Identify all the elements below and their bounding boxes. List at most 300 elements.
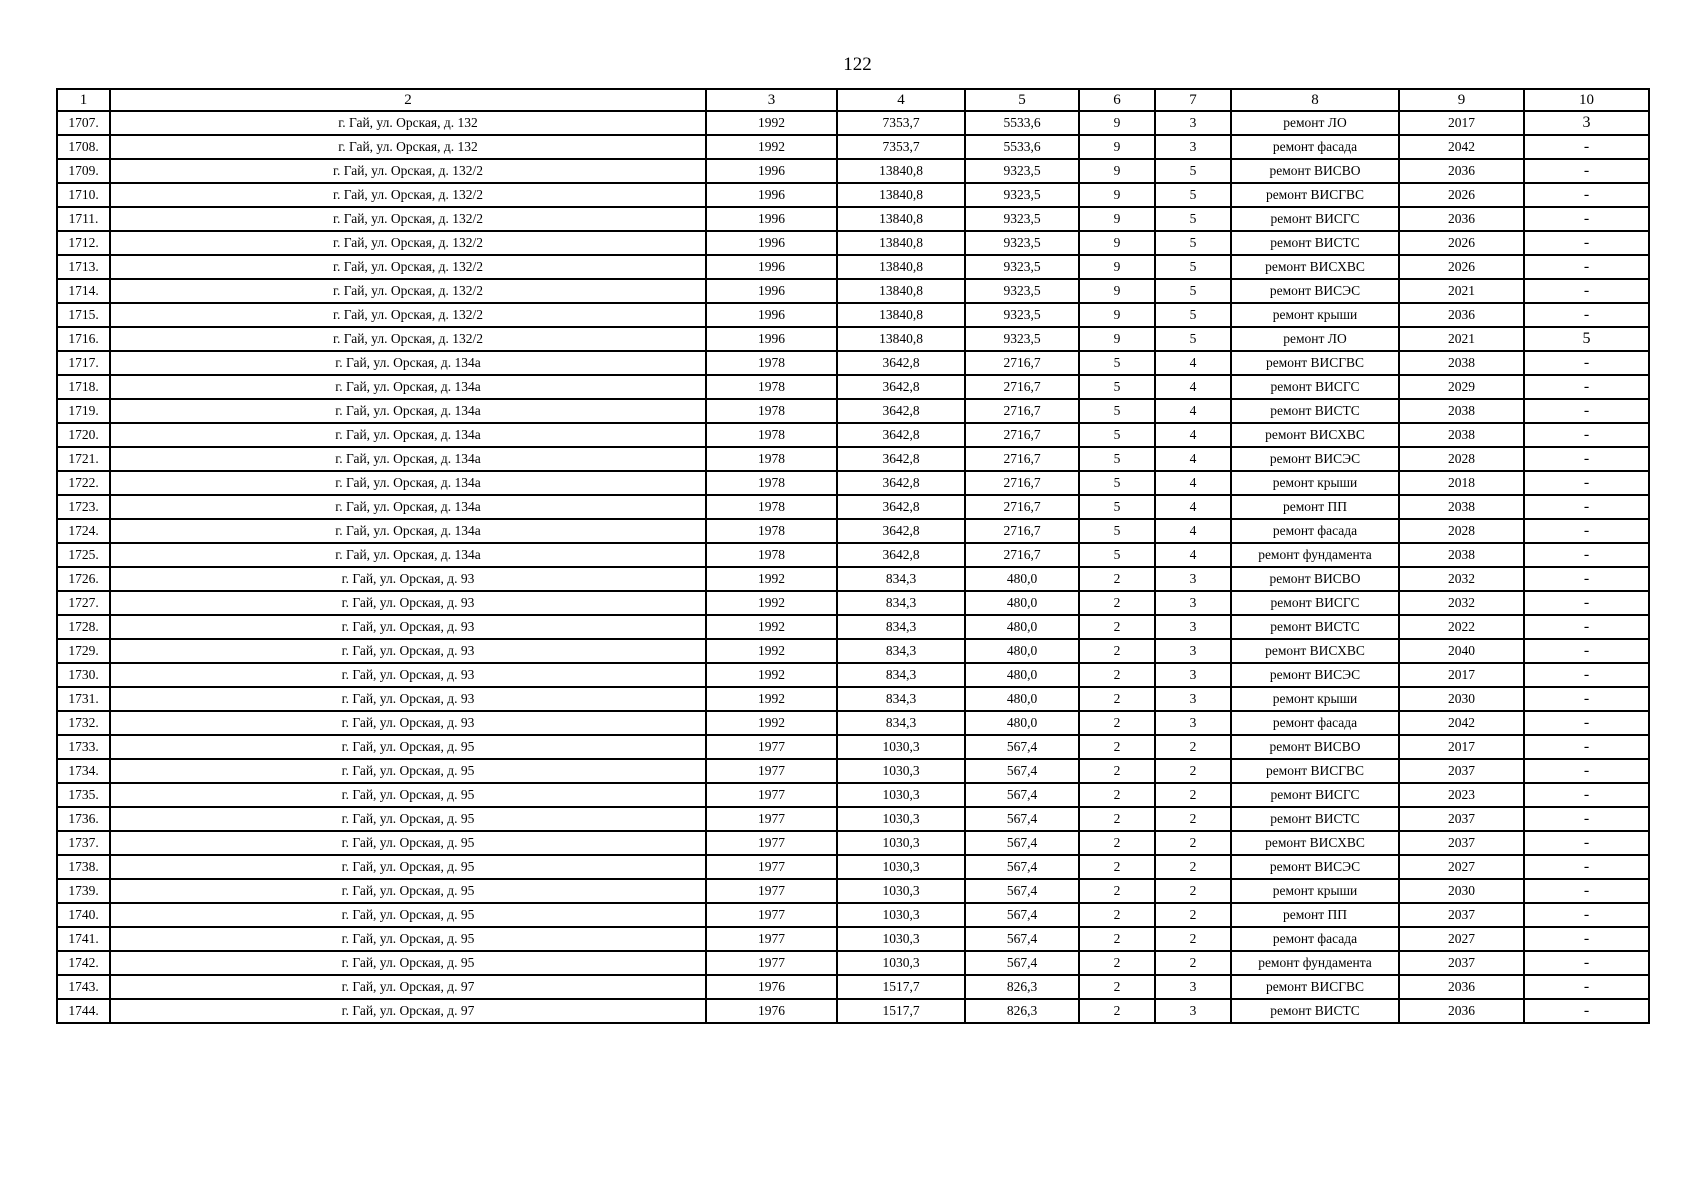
table-row [57,663,1649,687]
planned-year-cell: 2038 [1399,351,1524,375]
year-built-cell: 1992 [706,111,837,135]
work-type-cell: ремонт ВИСГС [1231,591,1399,615]
planned-year-cell: 2037 [1399,951,1524,975]
work-type-cell: ремонт ЛО [1231,111,1399,135]
work-type-cell: ремонт ВИСХВС [1231,423,1399,447]
position-number-cell: - [1524,519,1649,543]
total-area-cell: 834,3 [837,687,965,711]
row-number-cell: 1729. [57,639,110,663]
position-number-cell: - [1524,783,1649,807]
row-number-cell: 1707. [57,111,110,135]
table-row [57,519,1649,543]
table-row [57,375,1649,399]
floors-cell: 2 [1079,975,1155,999]
position-number-cell: - [1524,759,1649,783]
living-area-cell: 567,4 [965,879,1079,903]
total-area-cell: 13840,8 [837,303,965,327]
entrances-cell: 4 [1155,495,1231,519]
column-header-8: 8 [1231,89,1399,111]
planned-year-cell: 2042 [1399,711,1524,735]
entrances-cell: 4 [1155,351,1231,375]
position-number-cell: - [1524,639,1649,663]
address-cell: г. Гай, ул. Орская, д. 95 [110,807,706,831]
work-type-cell: ремонт ВИСВО [1231,159,1399,183]
table-row [57,639,1649,663]
year-built-cell: 1977 [706,831,837,855]
address-cell: г. Гай, ул. Орская, д. 134а [110,375,706,399]
entrances-cell: 5 [1155,159,1231,183]
year-built-cell: 1978 [706,447,837,471]
address-cell: г. Гай, ул. Орская, д. 93 [110,687,706,711]
floors-cell: 5 [1079,399,1155,423]
work-type-cell: ремонт фасада [1231,927,1399,951]
position-number-cell: - [1524,279,1649,303]
address-cell: г. Гай, ул. Орская, д. 132/2 [110,327,706,351]
address-cell: г. Гай, ул. Орская, д. 93 [110,639,706,663]
table-row [57,759,1649,783]
position-number-cell: - [1524,351,1649,375]
year-built-cell: 1996 [706,183,837,207]
floors-cell: 2 [1079,711,1155,735]
floors-cell: 2 [1079,783,1155,807]
work-type-cell: ремонт ВИСТС [1231,999,1399,1023]
floors-cell: 2 [1079,591,1155,615]
table-row [57,231,1649,255]
row-number-cell: 1742. [57,951,110,975]
table-row [57,999,1649,1023]
living-area-cell: 480,0 [965,639,1079,663]
row-number-cell: 1730. [57,663,110,687]
entrances-cell: 2 [1155,855,1231,879]
planned-year-cell: 2021 [1399,327,1524,351]
work-type-cell: ремонт крыши [1231,879,1399,903]
position-number-cell: 3 [1524,111,1649,135]
work-type-cell: ремонт ВИСТС [1231,807,1399,831]
floors-cell: 2 [1079,567,1155,591]
position-number-cell: - [1524,615,1649,639]
entrances-cell: 5 [1155,207,1231,231]
address-cell: г. Гай, ул. Орская, д. 132/2 [110,207,706,231]
row-number-cell: 1711. [57,207,110,231]
position-number-cell: - [1524,999,1649,1023]
address-cell: г. Гай, ул. Орская, д. 97 [110,999,706,1023]
position-number-cell: - [1524,879,1649,903]
planned-year-cell: 2036 [1399,975,1524,999]
year-built-cell: 1978 [706,423,837,447]
living-area-cell: 567,4 [965,759,1079,783]
address-cell: г. Гай, ул. Орская, д. 95 [110,879,706,903]
table-row [57,879,1649,903]
entrances-cell: 3 [1155,135,1231,159]
floors-cell: 2 [1079,639,1155,663]
living-area-cell: 480,0 [965,615,1079,639]
table-row [57,711,1649,735]
floors-cell: 2 [1079,615,1155,639]
work-type-cell: ремонт ВИСТС [1231,615,1399,639]
work-type-cell: ремонт ВИСГВС [1231,759,1399,783]
living-area-cell: 567,4 [965,783,1079,807]
year-built-cell: 1977 [706,903,837,927]
total-area-cell: 834,3 [837,615,965,639]
total-area-cell: 13840,8 [837,327,965,351]
position-number-cell: - [1524,951,1649,975]
year-built-cell: 1978 [706,543,837,567]
entrances-cell: 5 [1155,327,1231,351]
position-number-cell: - [1524,159,1649,183]
entrances-cell: 4 [1155,471,1231,495]
year-built-cell: 1992 [706,567,837,591]
entrances-cell: 2 [1155,735,1231,759]
planned-year-cell: 2038 [1399,495,1524,519]
total-area-cell: 1030,3 [837,879,965,903]
row-number-cell: 1735. [57,783,110,807]
living-area-cell: 480,0 [965,591,1079,615]
planned-year-cell: 2038 [1399,423,1524,447]
year-built-cell: 1977 [706,735,837,759]
position-number-cell: - [1524,687,1649,711]
address-cell: г. Гай, ул. Орская, д. 95 [110,783,706,807]
living-area-cell: 9323,5 [965,231,1079,255]
living-area-cell: 480,0 [965,567,1079,591]
row-number-cell: 1712. [57,231,110,255]
position-number-cell: - [1524,927,1649,951]
total-area-cell: 1030,3 [837,759,965,783]
planned-year-cell: 2028 [1399,519,1524,543]
entrances-cell: 3 [1155,615,1231,639]
floors-cell: 9 [1079,159,1155,183]
table-row [57,567,1649,591]
living-area-cell: 567,4 [965,951,1079,975]
work-type-cell: ремонт ПП [1231,903,1399,927]
column-header-6: 6 [1079,89,1155,111]
work-type-cell: ремонт ВИСГС [1231,783,1399,807]
register-table [56,88,1650,1024]
year-built-cell: 1996 [706,303,837,327]
row-number-cell: 1716. [57,327,110,351]
row-number-cell: 1726. [57,567,110,591]
total-area-cell: 13840,8 [837,255,965,279]
address-cell: г. Гай, ул. Орская, д. 132 [110,135,706,159]
planned-year-cell: 2038 [1399,399,1524,423]
planned-year-cell: 2042 [1399,135,1524,159]
floors-cell: 9 [1079,135,1155,159]
position-number-cell: - [1524,831,1649,855]
position-number-cell: - [1524,255,1649,279]
work-type-cell: ремонт фасада [1231,519,1399,543]
living-area-cell: 9323,5 [965,303,1079,327]
living-area-cell: 2716,7 [965,399,1079,423]
floors-cell: 2 [1079,879,1155,903]
living-area-cell: 567,4 [965,927,1079,951]
row-number-cell: 1719. [57,399,110,423]
total-area-cell: 3642,8 [837,351,965,375]
total-area-cell: 1030,3 [837,951,965,975]
column-header-10: 10 [1524,89,1649,111]
work-type-cell: ремонт фундамента [1231,951,1399,975]
entrances-cell: 4 [1155,447,1231,471]
floors-cell: 2 [1079,759,1155,783]
year-built-cell: 1996 [706,207,837,231]
year-built-cell: 1996 [706,255,837,279]
position-number-cell: - [1524,855,1649,879]
position-number-cell: - [1524,591,1649,615]
living-area-cell: 480,0 [965,687,1079,711]
table-row [57,495,1649,519]
total-area-cell: 3642,8 [837,399,965,423]
total-area-cell: 1030,3 [837,735,965,759]
entrances-cell: 3 [1155,999,1231,1023]
position-number-cell: - [1524,231,1649,255]
address-cell: г. Гай, ул. Орская, д. 93 [110,711,706,735]
planned-year-cell: 2022 [1399,615,1524,639]
position-number-cell: - [1524,207,1649,231]
total-area-cell: 13840,8 [837,207,965,231]
address-cell: г. Гай, ул. Орская, д. 97 [110,975,706,999]
table-row [57,855,1649,879]
living-area-cell: 2716,7 [965,447,1079,471]
year-built-cell: 1992 [706,687,837,711]
work-type-cell: ремонт крыши [1231,687,1399,711]
entrances-cell: 3 [1155,663,1231,687]
entrances-cell: 3 [1155,687,1231,711]
table-row [57,951,1649,975]
position-number-cell: - [1524,543,1649,567]
floors-cell: 2 [1079,663,1155,687]
row-number-cell: 1724. [57,519,110,543]
entrances-cell: 5 [1155,231,1231,255]
planned-year-cell: 2036 [1399,999,1524,1023]
position-number-cell: - [1524,135,1649,159]
total-area-cell: 13840,8 [837,159,965,183]
total-area-cell: 3642,8 [837,519,965,543]
table-row [57,543,1649,567]
position-number-cell: - [1524,471,1649,495]
living-area-cell: 9323,5 [965,159,1079,183]
column-header-2: 2 [110,89,706,111]
year-built-cell: 1992 [706,663,837,687]
total-area-cell: 3642,8 [837,375,965,399]
row-number-cell: 1723. [57,495,110,519]
floors-cell: 5 [1079,471,1155,495]
address-cell: г. Гай, ул. Орская, д. 134а [110,471,706,495]
address-cell: г. Гай, ул. Орская, д. 95 [110,903,706,927]
page-number: 122 [843,54,872,75]
planned-year-cell: 2027 [1399,855,1524,879]
total-area-cell: 834,3 [837,711,965,735]
table-row [57,399,1649,423]
living-area-cell: 2716,7 [965,375,1079,399]
year-built-cell: 1992 [706,615,837,639]
year-built-cell: 1977 [706,783,837,807]
work-type-cell: ремонт ВИСТС [1231,231,1399,255]
address-cell: г. Гай, ул. Орская, д. 132/2 [110,159,706,183]
total-area-cell: 1517,7 [837,975,965,999]
address-cell: г. Гай, ул. Орская, д. 134а [110,423,706,447]
address-cell: г. Гай, ул. Орская, д. 95 [110,951,706,975]
entrances-cell: 2 [1155,831,1231,855]
year-built-cell: 1992 [706,591,837,615]
row-number-cell: 1738. [57,855,110,879]
column-header-1: 1 [57,89,110,111]
total-area-cell: 1030,3 [837,831,965,855]
address-cell: г. Гай, ул. Орская, д. 134а [110,351,706,375]
position-number-cell: - [1524,423,1649,447]
living-area-cell: 2716,7 [965,471,1079,495]
planned-year-cell: 2026 [1399,231,1524,255]
floors-cell: 2 [1079,687,1155,711]
living-area-cell: 5533,6 [965,111,1079,135]
entrances-cell: 5 [1155,279,1231,303]
row-number-cell: 1715. [57,303,110,327]
year-built-cell: 1996 [706,327,837,351]
year-built-cell: 1996 [706,231,837,255]
position-number-cell: - [1524,399,1649,423]
row-number-cell: 1727. [57,591,110,615]
work-type-cell: ремонт ВИСЭС [1231,447,1399,471]
table-row [57,471,1649,495]
planned-year-cell: 2017 [1399,111,1524,135]
address-cell: г. Гай, ул. Орская, д. 132 [110,111,706,135]
row-number-cell: 1734. [57,759,110,783]
address-cell: г. Гай, ул. Орская, д. 132/2 [110,183,706,207]
total-area-cell: 1030,3 [837,783,965,807]
row-number-cell: 1725. [57,543,110,567]
total-area-cell: 3642,8 [837,495,965,519]
total-area-cell: 13840,8 [837,279,965,303]
entrances-cell: 4 [1155,423,1231,447]
table-row [57,735,1649,759]
entrances-cell: 3 [1155,111,1231,135]
living-area-cell: 826,3 [965,999,1079,1023]
column-header-3: 3 [706,89,837,111]
floors-cell: 2 [1079,807,1155,831]
entrances-cell: 2 [1155,759,1231,783]
row-number-cell: 1732. [57,711,110,735]
total-area-cell: 834,3 [837,663,965,687]
living-area-cell: 2716,7 [965,543,1079,567]
living-area-cell: 826,3 [965,975,1079,999]
entrances-cell: 4 [1155,375,1231,399]
entrances-cell: 2 [1155,783,1231,807]
total-area-cell: 834,3 [837,639,965,663]
floors-cell: 5 [1079,351,1155,375]
planned-year-cell: 2037 [1399,831,1524,855]
position-number-cell: - [1524,975,1649,999]
living-area-cell: 9323,5 [965,183,1079,207]
entrances-cell: 3 [1155,639,1231,663]
floors-cell: 5 [1079,519,1155,543]
planned-year-cell: 2036 [1399,303,1524,327]
year-built-cell: 1976 [706,999,837,1023]
planned-year-cell: 2026 [1399,183,1524,207]
table-row [57,135,1649,159]
table-row [57,903,1649,927]
column-header-5: 5 [965,89,1079,111]
address-cell: г. Гай, ул. Орская, д. 95 [110,735,706,759]
planned-year-cell: 2018 [1399,471,1524,495]
address-cell: г. Гай, ул. Орская, д. 93 [110,567,706,591]
row-number-cell: 1740. [57,903,110,927]
planned-year-cell: 2026 [1399,255,1524,279]
table-row [57,327,1649,351]
work-type-cell: ремонт ВИСГС [1231,375,1399,399]
year-built-cell: 1976 [706,975,837,999]
year-built-cell: 1978 [706,471,837,495]
position-number-cell: - [1524,495,1649,519]
table-row [57,687,1649,711]
total-area-cell: 7353,7 [837,111,965,135]
living-area-cell: 9323,5 [965,279,1079,303]
living-area-cell: 567,4 [965,855,1079,879]
address-cell: г. Гай, ул. Орская, д. 132/2 [110,231,706,255]
address-cell: г. Гай, ул. Орская, д. 132/2 [110,303,706,327]
floors-cell: 5 [1079,423,1155,447]
entrances-cell: 2 [1155,951,1231,975]
table-row [57,183,1649,207]
living-area-cell: 9323,5 [965,207,1079,231]
table-row [57,111,1649,135]
entrances-cell: 2 [1155,807,1231,831]
planned-year-cell: 2017 [1399,735,1524,759]
year-built-cell: 1996 [706,159,837,183]
floors-cell: 5 [1079,543,1155,567]
row-number-cell: 1717. [57,351,110,375]
position-number-cell: - [1524,375,1649,399]
position-number-cell: - [1524,447,1649,471]
table-row [57,591,1649,615]
address-cell: г. Гай, ул. Орская, д. 95 [110,759,706,783]
table-row [57,423,1649,447]
column-header-9: 9 [1399,89,1524,111]
floors-cell: 2 [1079,951,1155,975]
total-area-cell: 1517,7 [837,999,965,1023]
header-row [57,89,1649,111]
total-area-cell: 13840,8 [837,231,965,255]
work-type-cell: ремонт ВИСГВС [1231,183,1399,207]
total-area-cell: 3642,8 [837,471,965,495]
position-number-cell: 5 [1524,327,1649,351]
row-number-cell: 1722. [57,471,110,495]
row-number-cell: 1721. [57,447,110,471]
address-cell: г. Гай, ул. Орская, д. 95 [110,831,706,855]
living-area-cell: 567,4 [965,831,1079,855]
row-number-cell: 1743. [57,975,110,999]
year-built-cell: 1978 [706,399,837,423]
planned-year-cell: 2037 [1399,759,1524,783]
year-built-cell: 1996 [706,279,837,303]
total-area-cell: 834,3 [837,591,965,615]
year-built-cell: 1992 [706,639,837,663]
entrances-cell: 2 [1155,879,1231,903]
address-cell: г. Гай, ул. Орская, д. 93 [110,615,706,639]
entrances-cell: 4 [1155,399,1231,423]
table-row [57,159,1649,183]
year-built-cell: 1977 [706,807,837,831]
row-number-cell: 1718. [57,375,110,399]
row-number-cell: 1728. [57,615,110,639]
row-number-cell: 1744. [57,999,110,1023]
living-area-cell: 2716,7 [965,423,1079,447]
work-type-cell: ремонт ВИСГС [1231,207,1399,231]
planned-year-cell: 2029 [1399,375,1524,399]
entrances-cell: 5 [1155,183,1231,207]
floors-cell: 9 [1079,111,1155,135]
year-built-cell: 1978 [706,375,837,399]
row-number-cell: 1739. [57,879,110,903]
planned-year-cell: 2032 [1399,591,1524,615]
total-area-cell: 1030,3 [837,927,965,951]
work-type-cell: ремонт ЛО [1231,327,1399,351]
